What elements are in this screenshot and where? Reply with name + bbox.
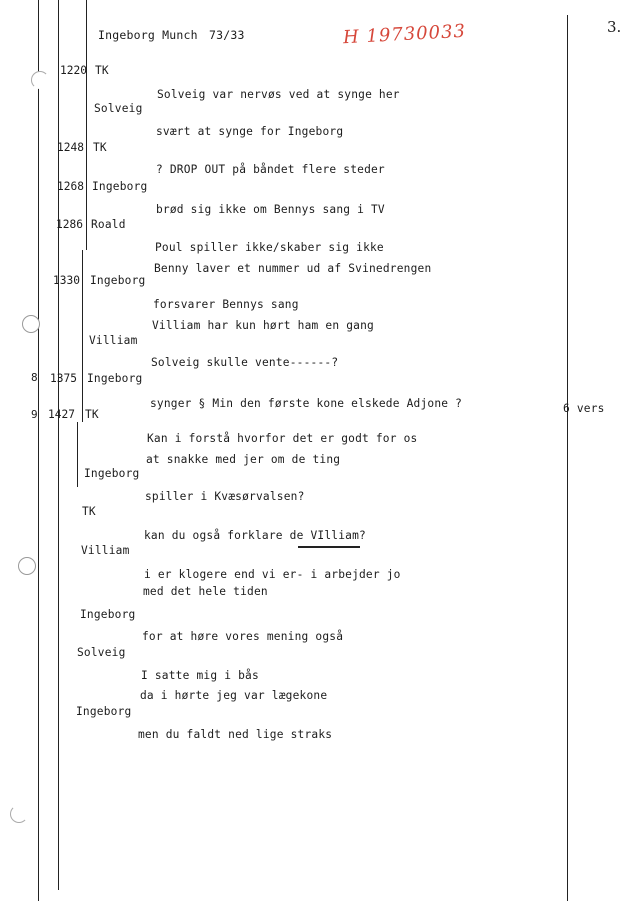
speaker-name: TK (95, 64, 109, 77)
transcript-line: brød sig ikke om Bennys sang i TV (156, 203, 385, 216)
punch-hole (10, 805, 28, 823)
speaker-name: Solveig (77, 646, 126, 659)
timecode: 1248 (57, 141, 84, 154)
speaker-name: TK (85, 408, 99, 421)
column-rule (58, 0, 59, 890)
transcript-line: Solveig skulle vente------? (151, 356, 339, 369)
archive-code: H 19730033 (342, 20, 467, 49)
transcript-line: kan du også forklare de VIlliam? (144, 529, 366, 542)
reference-number: 73/33 (209, 28, 245, 42)
page-number: 3. (607, 18, 622, 36)
speaker-name: Roald (91, 218, 126, 231)
speaker-name: Villiam (89, 334, 138, 347)
underline-mark (298, 546, 360, 548)
speaker-name: Ingeborg (84, 467, 140, 480)
timecode: 1268 (57, 180, 84, 193)
speaker-name: Ingeborg (87, 372, 143, 385)
transcript-line: Benny laver et nummer ud af Svinedrengen (154, 262, 432, 275)
punch-hole (18, 557, 36, 575)
timecode: 1427 (48, 408, 75, 421)
speaker-name: Ingeborg (80, 608, 136, 621)
speaker-name: TK (82, 505, 96, 518)
speaker-name: Ingeborg (90, 274, 146, 287)
margin-note: 6 vers (563, 402, 605, 415)
speaker-name: TK (93, 141, 107, 154)
transcript-line: forsvarer Bennys sang (153, 298, 299, 311)
speaker-name: Ingeborg (92, 180, 148, 193)
timecode-rule-upper (86, 0, 87, 250)
transcript-line: spiller i Kvæsørvalsen? (145, 490, 305, 503)
transcript-line: i er klogere end vi er- i arbejder jo (144, 568, 401, 581)
transcript-line: synger § Min den første kone elskede Adjone ? (150, 397, 463, 410)
right-margin-rule (567, 15, 568, 901)
left-margin-rule (38, 0, 39, 901)
transcript-line: Kan i forstå hvorfor det er godt for os (147, 432, 418, 445)
timecode: 1330 (53, 274, 80, 287)
speaker-name: Villiam (81, 544, 130, 557)
punch-hole (31, 71, 49, 89)
transcript-line: I satte mig i bås (141, 669, 259, 682)
speaker-name: Solveig (94, 102, 143, 115)
transcript-line: med det hele tiden (143, 585, 268, 598)
transcript-line: men du faldt ned lige straks (138, 728, 333, 741)
transcript-line: Villiam har kun hørt ham en gang (152, 319, 374, 332)
punch-hole (22, 315, 40, 333)
transcript-line: ? DROP OUT på båndet flere steder (156, 163, 385, 176)
transcript-line: Poul spiller ikke/skaber sig ikke (155, 241, 384, 254)
timecode: 1375 (50, 372, 77, 385)
document-title: Ingeborg Munch (98, 28, 198, 42)
timecode-rule-lower (77, 422, 78, 487)
transcript-line: svært at synge for Ingeborg (156, 125, 344, 138)
timecode-rule-mid (82, 250, 83, 422)
timecode: 1220 (60, 64, 87, 77)
speaker-name: Ingeborg (76, 705, 132, 718)
margin-number: 8 (31, 371, 38, 384)
margin-number: 9 (31, 408, 38, 421)
transcript-line: for at høre vores mening også (142, 630, 344, 643)
transcript-line: da i hørte jeg var lægekone (140, 689, 328, 702)
timecode: 1286 (56, 218, 83, 231)
transcript-line: at snakke med jer om de ting (146, 453, 341, 466)
transcript-line: Solveig var nervøs ved at synge her (157, 88, 400, 101)
